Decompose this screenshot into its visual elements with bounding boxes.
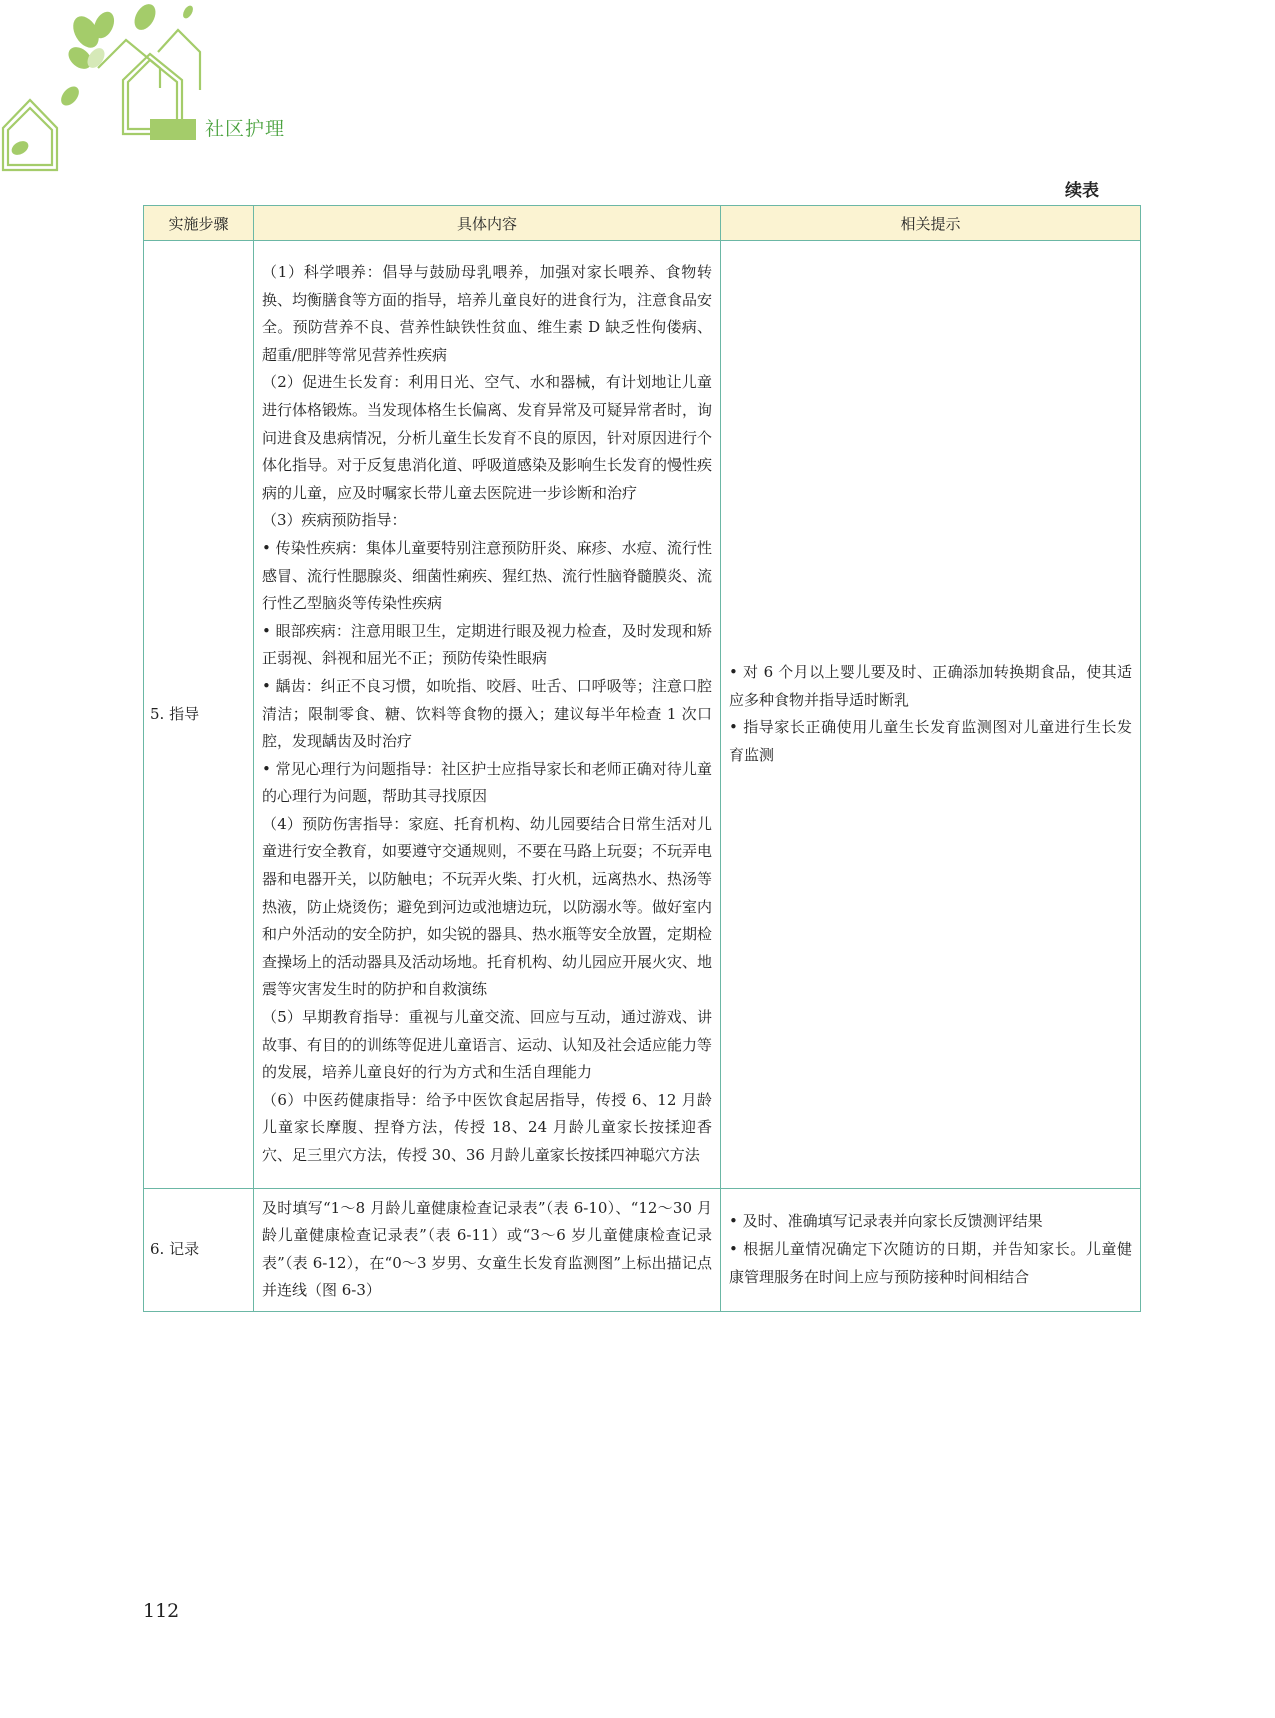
content-paragraph: （3）疾病预防指导： [262, 511, 407, 530]
content-bullet: • 传染性疾病：集体儿童要特别注意预防肝炎、麻疹、水痘、流行性感冒、流行性腮腺炎、细菌性痢疾、猩红热、流行性脑脊髓膜炎、流行性乙型脑炎等传染性疾病 [262, 538, 713, 613]
hint-bullet: • 指导家长正确使用儿童生长发育监测图对儿童进行生长发育监测 [729, 718, 1132, 764]
content-paragraph: （6）中医药健康指导：给予中医饮食起居指导，传授 6、12 月龄儿童家长摩腹、捏脊方法，传授 18、24 月龄儿童家长按揉迎香穴、足三里穴方法，传授 30、36 月龄儿童家长按揉四神聪穴方法 [262, 1090, 712, 1164]
content-bullet: • 龋齿：纠正不良习惯，如吮指、咬唇、吐舌、口呼吸等；注意口腔清洁；限制零食、糖、饮料等食物的摄入；建议每半年检查 1 次口腔，发现龋齿及时治疗 [262, 676, 712, 751]
content-paragraph: （4）预防伤害指导：家庭、托育机构、幼儿园要结合日常生活对儿童进行安全教育，如要遵守交通规则，不要在马路上玩耍；不玩弄电器和电器开关，以防触电；不玩弄火柴、打火机，远离热水、热汤等热液，防止烧烫伤；避免到河边或池塘边玩，以防溺水等。做好室内和户外活动的安全防护，如尖锐的器具、热水瓶等安全放置，定期检查操场上的活动器具及活动场地。托育机构、幼儿园应开展火灾、地震等灾害发生时的防护和自救演练 [262, 814, 713, 999]
table-row [144, 1188, 1141, 1311]
column-header-hints: 相关提示 [721, 206, 1141, 241]
step-cell: 6. 记录 [144, 1188, 254, 1311]
content-paragraph: （1）科学喂养：倡导与鼓励母乳喂养，加强对家长喂养、食物转换、均衡膳食等方面的指导，培养儿童良好的进食行为，注意食品安全。预防营养不良、营养性缺铁性贫血、维生素 D 缺乏性佝偻病、超重/肥胖等常见营养性疾病 [262, 263, 713, 364]
hint-bullet: • 及时、准确填写记录表并向家长反馈测评结果 [729, 1212, 1043, 1231]
table-header-row [144, 206, 1141, 241]
page-number: 112 [143, 1600, 180, 1622]
leaf-house-logo-icon [0, 0, 300, 175]
content-bullet: • 常见心理行为问题指导：社区护士应指导家长和老师正确对待儿童的心理行为问题，帮助其寻找原因 [262, 759, 712, 806]
hint-bullet: • 对 6 个月以上婴儿要及时、正确添加转换期食品，使其适应多种食物并指导适时断乳 [729, 663, 1132, 709]
section-title: 社区护理 [205, 118, 286, 140]
content-paragraph: （5）早期教育指导：重视与儿童交流、回应与互动，通过游戏、讲故事、有目的的训练等促进儿童语言、运动、认知及社会适应能力等的发展，培养儿童良好的行为方式和生活自理能力 [262, 1008, 713, 1082]
column-header-step: 实施步骤 [144, 206, 254, 241]
step-cell: 5. 指导 [144, 241, 254, 1189]
header-accent-bar [150, 119, 196, 140]
table-row [144, 241, 1141, 1189]
content-paragraph: （2）促进生长发育：利用日光、空气、水和器械，有计划地让儿童进行体格锻炼。当发现体格生长偏离、发育异常及可疑异常者时，询问进食及患病情况，分析儿童生长发育不良的原因，针对原因进行个体化指导。对于反复患消化道、呼吸道感染及影响生长发育的慢性疾病的儿童，应及时嘱家长带儿童去医院进一步诊断和治疗 [262, 373, 713, 502]
content-cell [254, 1188, 721, 1311]
hint-bullet: • 根据儿童情况确定下次随访的日期，并告知家长。儿童健康管理服务在时间上应与预防接种时间相结合 [729, 1239, 1132, 1286]
content-bullet: • 眼部疾病：注意用眼卫生，定期进行眼及视力检查，及时发现和矫正弱视、斜视和屈光不正；预防传染性眼病 [262, 621, 712, 668]
hint-cell [721, 241, 1141, 1189]
content-cell [254, 241, 721, 1189]
hint-cell [721, 1188, 1141, 1311]
nursing-steps-table [143, 205, 1141, 1312]
column-header-content: 具体内容 [254, 206, 721, 241]
table-continued-label: 续表 [1065, 181, 1099, 201]
content-paragraph: 及时填写“1～8 月龄儿童健康检查记录表”（表 6-10）、“12～30 月龄儿童健康检查记录表”（表 6-11）或“3～6 岁儿童健康检查记录表”（表 6-12），在“0～3 岁男、女童生长发育监测图”上标出描记点并连线（图 6-3） [262, 1198, 712, 1300]
